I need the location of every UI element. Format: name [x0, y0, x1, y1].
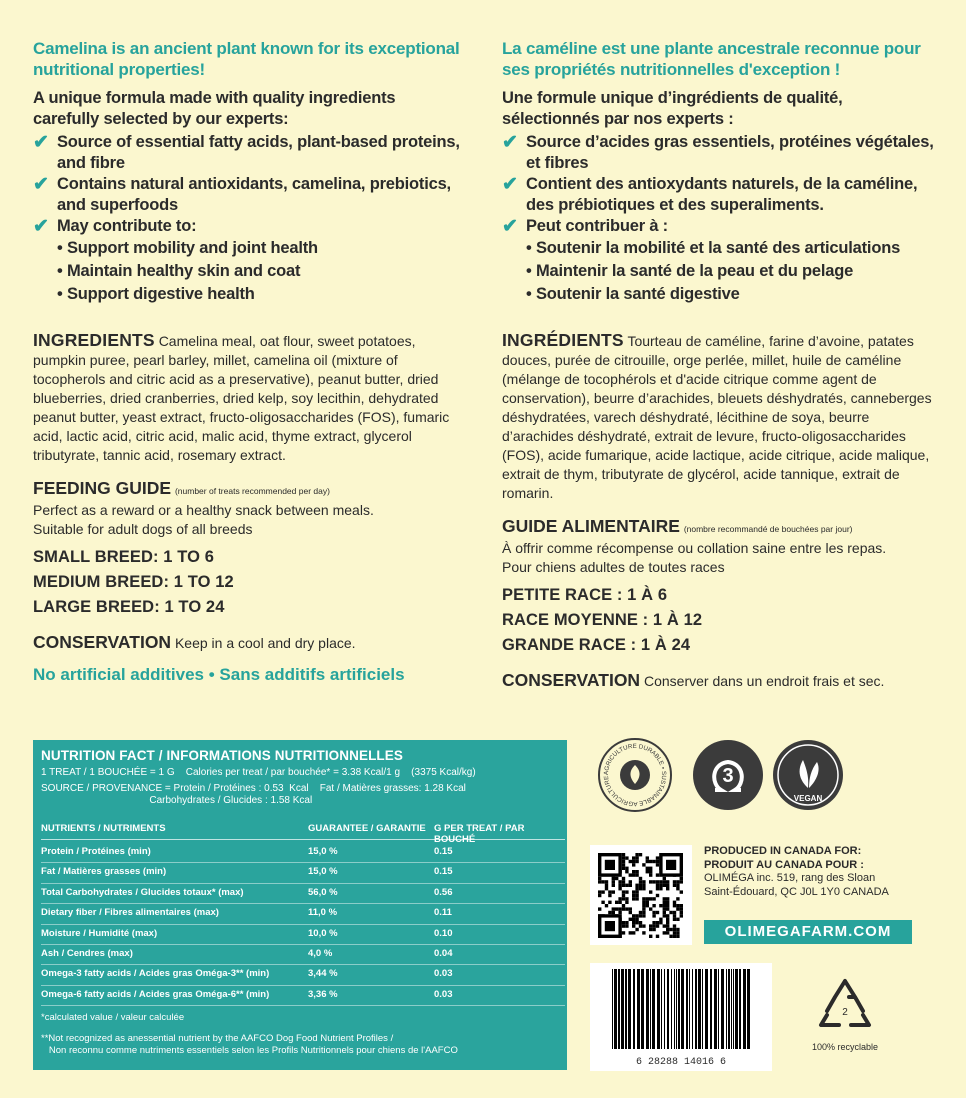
guarantee-value: 4,0 % — [308, 948, 333, 959]
feeding-title-en: FEEDING GUIDE — [33, 478, 172, 498]
sustainable-agriculture-logo — [598, 738, 672, 812]
feeding-title-fr: GUIDE ALIMENTAIRE — [502, 516, 680, 536]
feeding-text2-en: Suitable for adult dogs of all breeds — [33, 521, 253, 537]
checkmark-icon: ✔ — [33, 132, 49, 153]
vegan-label: VEGAN — [793, 794, 823, 803]
benefit-fr-3: ✔ Peut contribuer à : — [502, 216, 668, 237]
ingredients-title-en: INGREDIENTS — [33, 330, 155, 350]
nutrition-row — [41, 944, 565, 964]
feeding-guide-fr — [502, 517, 942, 577]
nutrition-row — [41, 964, 565, 984]
recycle-label: 100% recyclable — [811, 1042, 879, 1052]
nutrient-name: Dietary fiber / Fibres alimentaires (max) — [41, 907, 219, 919]
row-divider — [41, 1005, 565, 1006]
barcode — [590, 963, 772, 1071]
nutrition-title: NUTRITION FACT / INFORMATIONS NUTRITIONNELLES — [41, 748, 403, 763]
conservation-title-fr: CONSERVATION — [502, 670, 641, 690]
breed-medium-fr: RACE MOYENNE : 1 À 12 — [502, 611, 703, 629]
header-guarantee: GUARANTEE / GARANTIE — [308, 823, 426, 834]
producer-address-2: Saint-Édouard, QC J0L 1Y0 CANADA — [704, 885, 889, 898]
bullet-fr-2: • Maintenir la santé de la peau et du pelage — [526, 262, 854, 280]
checkmark-icon: ✔ — [33, 174, 49, 195]
recycle-icon — [815, 975, 875, 1035]
ingredients-text-en: Camelina meal, oat flour, sweet potatoes, pumpkin puree, pearl barley, millet, camelina oil (mixture of tocopherols and citric acid as a preservative), peanut butter, dried blueberries, dried cranberries, dried kelp, soy lecithin, dehydrated peanut butter, yeast extract, fructo-oligosaccharides (FOS), fumaric acid, lactic acid, citric acid, malic acid, thyme extract, glycerol tributyrate, tannic acid, rosemary extract. — [33, 333, 450, 463]
nutrient-name: Moisture / Humidité (max) — [41, 927, 158, 939]
subheading-fr: Une formule unique d’ingrédients de qualité, sélectionnés par nos experts : — [502, 89, 843, 128]
breed-large-fr: GRANDE RACE : 1 À 24 — [502, 636, 691, 654]
english-column — [33, 38, 463, 685]
breed-list-fr — [502, 583, 942, 658]
conservation-text-fr: Conserver dans un endroit frais et sec. — [643, 673, 885, 689]
conservation-en — [33, 632, 463, 653]
checkmark-icon: ✔ — [502, 174, 518, 195]
produced-en: PRODUCED IN CANADA FOR: — [704, 845, 862, 857]
per-treat-value: 0.15 — [434, 866, 453, 878]
conservation-fr — [502, 670, 942, 691]
nutrient-name: Total Carbohydrates / Glucides totaux* (max) — [41, 886, 244, 898]
nutrition-row — [41, 924, 565, 944]
guarantee-value: 11,0 % — [308, 907, 338, 919]
header-nutrients: NUTRIENTS / NUTRIMENTS — [41, 823, 166, 834]
recycle-number: 2 — [842, 1007, 848, 1018]
per-treat-value: 0.04 — [434, 948, 453, 959]
header-divider — [41, 839, 565, 840]
omega-icon — [693, 740, 763, 810]
per-treat-value: 0.10 — [434, 927, 453, 939]
omega-3-logo — [693, 740, 763, 810]
produced-fr: PRODUIT AU CANADA POUR : — [704, 858, 864, 871]
guarantee-value: 15,0 % — [308, 846, 338, 857]
nutrition-row — [41, 903, 565, 923]
guarantee-value: 10,0 % — [308, 927, 338, 939]
breed-small-en: SMALL BREED: 1 TO 6 — [33, 548, 214, 566]
feeding-note-fr: (nombre recommandé de bouchées par jour) — [683, 524, 853, 534]
benefit-fr-2: ✔ Contient des antioxydants naturels, de la caméline, des prébiotiques et des superaliments. — [502, 174, 918, 214]
producer-info — [704, 845, 889, 899]
per-treat-value: 0.56 — [434, 886, 453, 898]
guarantee-value: 56,0 % — [308, 886, 338, 898]
website-link[interactable]: OLIMEGAFARM.COM — [704, 920, 912, 944]
per-treat-value: 0.11 — [434, 907, 452, 919]
ingredients-text-fr: Tourteau de caméline, farine d’avoine, patates douces, purée de citrouille, orge perlée, millet, huile de caméline (mélange de tocophérols et d'acide citrique comme agent de conservation), beurre d’arachides, bleuets déshydratés, canneberges déshydratées, varech déshydraté, lécithine de soya, beurre d’arachides déshydraté, extrait de levure, fructo-oligosaccharides (FOS), acide fumarique, acide lactique, acide citrique, acide malique, extrait de thym, tributyrate de glycérol, acide tannique, extrait de romarin. — [502, 333, 932, 501]
checkmark-icon: ✔ — [502, 216, 518, 237]
headline-en: Camelina is an ancient plant known for its exceptional nutritional properties! — [33, 39, 460, 79]
bullet-en-2: • Maintain healthy skin and coat — [57, 262, 301, 280]
guarantee-value: 3,44 % — [308, 968, 338, 980]
feeding-text1-fr: À offrir comme récompense ou collation saine entre les repas. — [502, 540, 887, 556]
checkmark-icon: ✔ — [502, 132, 518, 153]
nutrient-name: Omega-3 fatty acids / Acides gras Oméga-3** (min) — [41, 968, 270, 980]
per-treat-value: 0.15 — [434, 846, 453, 857]
vegan-logo — [773, 740, 843, 810]
bullet-en-3: • Support digestive health — [57, 285, 255, 303]
headline-fr: La caméline est une plante ancestrale reconnue pour ses propriétés nutritionnelles d'exception ! — [502, 39, 921, 79]
benefit-fr-1: ✔ Source d’acides gras essentiels, protéines végétales, et fibres — [502, 132, 934, 172]
nutrition-facts-panel — [33, 740, 567, 1070]
nutrition-row — [41, 842, 565, 862]
bullet-en-1: • Support mobility and joint health — [57, 239, 318, 257]
nutrient-name: Ash / Cendres (max) — [41, 948, 133, 959]
feeding-guide-en — [33, 479, 463, 539]
header-per-treat: G PER TREAT / PAR — [434, 823, 525, 834]
no-additives: No artificial additives • Sans additifs artificiels — [33, 665, 405, 684]
benefit-en-2: ✔ Contains natural antioxidants, camelina, prebiotics, and superfoods — [33, 174, 451, 214]
bullet-fr-3: • Soutenir la santé digestive — [526, 285, 740, 303]
barcode-icon — [590, 963, 772, 1053]
barcode-number: 6 28288 14016 6 — [635, 1057, 726, 1068]
subheading-en: A unique formula made with quality ingredients carefully selected by our experts: — [33, 89, 396, 128]
qr-code-icon — [590, 845, 692, 945]
omega-number: 3 — [722, 765, 734, 787]
per-treat-value: 0.03 — [434, 988, 453, 1000]
benefit-en-1: ✔ Source of essential fatty acids, plant-based proteins, and fibre — [33, 132, 460, 172]
feeding-text1-en: Perfect as a reward or a healthy snack between meals. — [33, 502, 374, 518]
feeding-text2-fr: Pour chiens adultes de toutes races — [502, 559, 725, 575]
breed-list-en — [33, 545, 463, 620]
ingredients-fr — [502, 331, 942, 503]
breed-large-en: LARGE BREED: 1 TO 24 — [33, 598, 225, 616]
agri-seal-text: AGRICULTURE DURABLE • SUSTAINABLE AGRICULTURE — [602, 742, 668, 808]
french-column — [502, 38, 942, 691]
per-treat-value: 0.03 — [434, 968, 453, 980]
breed-small-fr: PETITE RACE : 1 À 6 — [502, 586, 668, 604]
nutrition-row — [41, 862, 565, 882]
nutrition-source-line: SOURCE / PROVENANCE = Protein / Protéines : 0.53 Kcal Fat / Matières grasses: 1.28 Kcal Carbohydrates / Glucides : 1.58 Kcal — [41, 783, 466, 806]
nutrient-name: Protein / Protéines (min) — [41, 846, 151, 857]
producer-address-1: OLIMÉGA inc. 519, rang des Sloan — [704, 872, 876, 884]
recycle-badge — [800, 975, 890, 1055]
nutrient-name: Omega-6 fatty acids / Acides gras Oméga-6** (min) — [41, 988, 270, 1000]
conservation-title-en: CONSERVATION — [33, 632, 172, 652]
guarantee-value: 15,0 % — [308, 866, 338, 878]
ingredients-en — [33, 331, 463, 465]
footnote-calculated: *calculated value / valeur calculée — [41, 1012, 185, 1023]
nutrient-name: Fat / Matières grasses (min) — [41, 866, 167, 878]
qr-code[interactable] — [590, 845, 692, 945]
conservation-text-en: Keep in a cool and dry place. — [174, 635, 356, 651]
footnote-aafco-1: **Not recognized as anessential nutrient by the AAFCO Dog Food Nutrient Profiles / — [41, 1033, 394, 1044]
nutrition-row — [41, 985, 565, 1005]
benefit-en-3: ✔ May contribute to: — [33, 216, 197, 237]
guarantee-value: 3,36 % — [308, 988, 338, 1000]
leaf-icon — [773, 740, 843, 810]
ingredients-title-fr: INGRÉDIENTS — [502, 330, 624, 350]
bullet-fr-1: • Soutenir la mobilité et la santé des articulations — [526, 239, 901, 257]
agriculture-seal-icon — [600, 740, 670, 810]
nutrition-row — [41, 883, 565, 903]
breed-medium-en: MEDIUM BREED: 1 TO 12 — [33, 573, 234, 591]
checkmark-icon: ✔ — [33, 216, 49, 237]
feeding-note-en: (number of treats recommended per day) — [174, 486, 330, 496]
nutrition-serving-line: 1 TREAT / 1 BOUCHÉE = 1 G Calories per treat / par bouchée* = 3.38 Kcal/1 g (3375 Kcal/kg) — [41, 767, 476, 778]
footnote-aafco-2: Non reconnu comme nutriments essentiels selon les Profils Nutritionnels pour chiens de l'AAFCO — [41, 1045, 458, 1056]
